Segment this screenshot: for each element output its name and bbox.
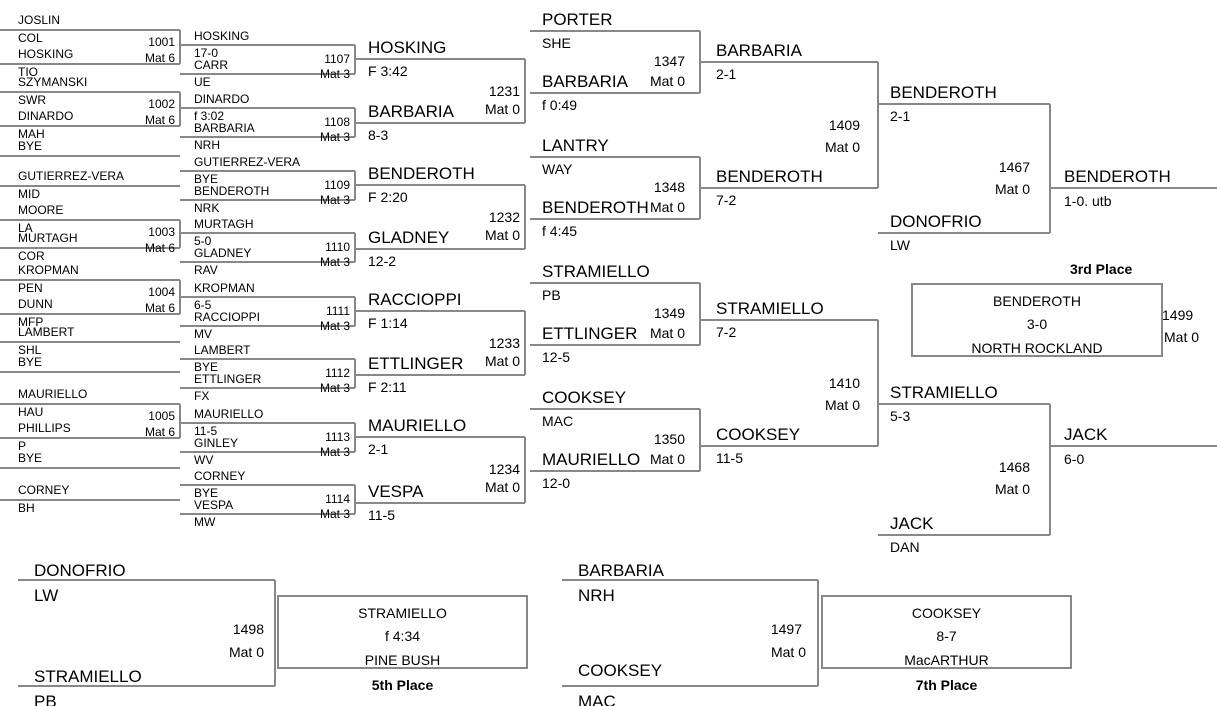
round4-wrestler-name: PORTER — [542, 10, 613, 29]
round2-bout-number: 1112 — [325, 366, 350, 380]
round2-wrestler-name: VESPA — [194, 498, 234, 512]
fifth-place-top-team: LW — [34, 586, 59, 605]
round1-wrestler-team: MFP — [18, 315, 44, 329]
round5-result: 7-2 — [716, 324, 737, 340]
round2-wrestler-name: KROPMAN — [194, 281, 255, 295]
fifth-place-score: f 4:34 — [384, 628, 421, 644]
round2-result: UE — [194, 75, 211, 89]
round1-wrestler-name: MAURIELLO — [18, 387, 88, 401]
fifth-place-team: PINE BUSH — [364, 652, 441, 668]
round4-wrestler-name: STRAMIELLO — [542, 262, 650, 281]
round4-result: PB — [542, 287, 561, 303]
round3-bout-number: 1232 — [488, 209, 520, 225]
round1-wrestler-team: BH — [18, 501, 35, 515]
round2-bout-mat: Mat 3 — [319, 319, 350, 333]
round2-wrestler-name: BENDEROTH — [194, 184, 270, 198]
round2-wrestler-name: MURTAGH — [194, 217, 254, 231]
round2-bout-mat: Mat 3 — [319, 255, 350, 269]
round2-wrestler-name: CARR — [194, 58, 229, 72]
round6-bout-number: 1468 — [998, 459, 1030, 475]
round4-bout-number: 1350 — [653, 431, 685, 447]
round1-wrestler-team: HAU — [18, 405, 44, 419]
round5-wrestler-name: BARBARIA — [716, 41, 802, 60]
round1-wrestler-name: LAMBERT — [18, 325, 75, 339]
third-place-heading: 3rd Place — [1070, 261, 1133, 277]
round4-bout-mat: Mat 0 — [649, 73, 685, 89]
round3-bout-mat: Mat 0 — [484, 479, 520, 495]
round6-bout-number: 1467 — [998, 159, 1030, 175]
round2-result: 6-5 — [194, 298, 212, 312]
round1-wrestler-team: P — [18, 439, 27, 453]
seventh-place-bottom-name: COOKSEY — [578, 661, 663, 680]
fifth-place-bout-number: 1498 — [232, 621, 264, 637]
round3-wrestler-name: HOSKING — [368, 38, 447, 57]
round2-bout-mat: Mat 3 — [319, 67, 350, 81]
round1-wrestler-name: DUNN — [18, 297, 53, 311]
round6-bout-mat: Mat 0 — [994, 181, 1030, 197]
round3-bout-mat: Mat 0 — [484, 101, 520, 117]
round4-bout-mat: Mat 0 — [649, 325, 685, 341]
round2-result: WV — [194, 453, 214, 467]
fifth-place-bout-mat: Mat 0 — [228, 644, 264, 660]
round2-bout-mat: Mat 3 — [319, 130, 350, 144]
round6-bout-mat: Mat 0 — [994, 481, 1030, 497]
round2-wrestler-name: ETTLINGER — [194, 372, 262, 386]
third-place-bout-mat: Mat 0 — [1164, 329, 1200, 345]
round1-wrestler-team: LA — [18, 221, 33, 235]
round1-wrestler-team: SHL — [18, 343, 42, 357]
round2-bout-number: 1110 — [325, 240, 350, 254]
round2-bout-mat: Mat 3 — [319, 507, 350, 521]
round2-wrestler-name: RACCIOPPI — [194, 310, 261, 324]
round1-wrestler-name: GUTIERREZ-VERA — [18, 169, 125, 183]
round1-wrestler-name: BYE — [18, 139, 43, 153]
round1-wrestler-team: MAH — [18, 127, 45, 141]
round4-wrestler-name: LANTRY — [542, 136, 609, 155]
round2-result: 17-0 — [194, 46, 219, 60]
round2-result: BYE — [194, 486, 219, 500]
round3-result: F 3:42 — [368, 63, 408, 79]
fifth-place-winner: STRAMIELLO — [358, 605, 447, 621]
round6-wrestler-name: JACK — [890, 514, 934, 533]
round2-result: NRH — [194, 138, 220, 152]
round3-bout-number: 1234 — [488, 461, 520, 477]
round4-wrestler-name: BARBARIA — [542, 72, 628, 91]
round2-wrestler-name: GINLEY — [194, 436, 239, 450]
round6-result: 2-1 — [890, 108, 911, 124]
round2-bout-number: 1114 — [325, 492, 350, 506]
round1-bout-mat: Mat 6 — [144, 113, 175, 127]
round3-bout-mat: Mat 0 — [484, 227, 520, 243]
round3-result: 8-3 — [368, 127, 389, 143]
round5-bout-mat: Mat 0 — [824, 397, 860, 413]
round4-bout-mat: Mat 0 — [649, 199, 685, 215]
round5-wrestler-name: COOKSEY — [716, 425, 801, 444]
round3-bout-number: 1233 — [488, 335, 520, 351]
round4-result: 12-5 — [542, 349, 571, 365]
round2-result: 11-5 — [194, 424, 218, 438]
fifth-place-bottom-team: PB — [34, 692, 57, 706]
round5-result: 2-1 — [716, 66, 737, 82]
round1-wrestler-name: BYE — [18, 355, 43, 369]
round3-wrestler-name: BENDEROTH — [368, 164, 475, 183]
round2-bout-number: 1113 — [325, 430, 350, 444]
round4-result: SHE — [542, 35, 571, 51]
seventh-place-team: MacARTHUR — [904, 652, 989, 668]
round4-wrestler-name: MAURIELLO — [542, 450, 641, 469]
round1-bout-mat: Mat 6 — [144, 425, 175, 439]
round4-bout-number: 1348 — [653, 179, 685, 195]
round4-bout-number: 1347 — [653, 53, 685, 69]
final-wrestler-name: BENDEROTH — [1064, 167, 1171, 186]
round3-wrestler-name: ETTLINGER — [368, 354, 464, 373]
round2-bout-number: 1108 — [324, 115, 350, 129]
round1-wrestler-name: PHILLIPS — [18, 421, 71, 435]
round3-result: 11-5 — [368, 507, 395, 523]
seventh-place-winner: COOKSEY — [911, 605, 982, 621]
third-place-winner: BENDEROTH — [993, 293, 1081, 309]
round1-wrestler-name: MOORE — [18, 203, 64, 217]
round1-bout-mat: Mat 6 — [144, 51, 175, 65]
final-wrestler-name: JACK — [1064, 425, 1108, 444]
seventh-place-score: 8-7 — [936, 628, 957, 644]
final-result: 1-0. utb — [1064, 193, 1112, 209]
round2-wrestler-name: MAURIELLO — [194, 407, 264, 421]
round4-result: f 0:49 — [542, 97, 578, 113]
round6-result: 5-3 — [890, 408, 911, 424]
round1-wrestler-name: SZYMANSKI — [18, 75, 88, 89]
round6-wrestler-name: STRAMIELLO — [890, 383, 998, 402]
round1-wrestler-name: BYE — [18, 451, 43, 465]
round3-bout-number: 1231 — [488, 83, 520, 99]
round1-wrestler-team: COR — [18, 249, 45, 263]
third-place-score: 3-0 — [1026, 316, 1048, 332]
round2-result: FX — [194, 389, 210, 403]
round1-bout-mat: Mat 6 — [144, 241, 175, 255]
round4-wrestler-name: BENDEROTH — [542, 198, 649, 217]
round2-result: f 3:02 — [194, 109, 225, 123]
seventh-place-bout-mat: Mat 0 — [770, 644, 806, 660]
round2-bout-mat: Mat 3 — [319, 193, 350, 207]
round3-wrestler-name: RACCIOPPI — [368, 290, 462, 309]
round3-result: F 2:11 — [368, 379, 407, 395]
round4-result: f 4:45 — [542, 223, 578, 239]
round2-wrestler-name: BARBARIA — [194, 121, 255, 135]
third-place-bout-number: 1499 — [1162, 307, 1194, 323]
round2-bout-number: 1109 — [324, 178, 350, 192]
round2-wrestler-name: HOSKING — [194, 29, 250, 43]
round3-result: F 2:20 — [368, 189, 408, 205]
round4-result: WAY — [542, 161, 573, 177]
round1-bout-number: 1005 — [148, 409, 175, 423]
round4-bout-mat: Mat 0 — [649, 451, 685, 467]
round2-result: BYE — [194, 360, 219, 374]
round5-bout-number: 1410 — [828, 375, 860, 391]
round1-bout-mat: Mat 6 — [144, 301, 175, 315]
round3-wrestler-name: BARBARIA — [368, 102, 454, 121]
round1-wrestler-team: COL — [18, 31, 43, 45]
round3-result: 2-1 — [368, 441, 389, 457]
round2-result: NRK — [194, 201, 220, 215]
seventh-place-top-name: BARBARIA — [578, 561, 664, 580]
round2-bout-number: 1107 — [324, 52, 350, 66]
round2-wrestler-name: GUTIERREZ-VERA — [194, 155, 301, 169]
round4-bout-number: 1349 — [653, 305, 685, 321]
round6-wrestler-name: DONOFRIO — [890, 212, 982, 231]
round2-result: MV — [194, 327, 212, 341]
round2-wrestler-name: GLADNEY — [194, 246, 252, 260]
round2-result: 5-0 — [194, 234, 212, 248]
round1-bout-number: 1002 — [148, 97, 175, 111]
round1-wrestler-team: SWR — [18, 93, 46, 107]
round3-result: F 1:14 — [368, 315, 408, 331]
round5-result: 7-2 — [716, 192, 737, 208]
round2-bout-number: 1111 — [325, 304, 350, 318]
round3-bout-mat: Mat 0 — [484, 353, 520, 369]
round1-wrestler-name: JOSLIN — [18, 13, 61, 27]
seventh-place-bottom-team: MAC — [578, 692, 616, 706]
round1-wrestler-name: HOSKING — [18, 47, 74, 61]
round1-wrestler-name: CORNEY — [18, 483, 70, 497]
seventh-place-heading: 7th Place — [915, 677, 978, 693]
round3-wrestler-name: VESPA — [368, 482, 424, 501]
round2-result: MW — [194, 515, 216, 529]
round1-bout-number: 1001 — [148, 35, 175, 49]
round1-bout-number: 1004 — [148, 285, 175, 299]
seventh-place-bout-number: 1497 — [770, 621, 802, 637]
fifth-place-heading: 5th Place — [371, 677, 434, 693]
round2-bout-mat: Mat 3 — [319, 445, 350, 459]
round1-wrestler-name: DINARDO — [18, 109, 74, 123]
fifth-place-bottom-name: STRAMIELLO — [34, 667, 142, 686]
round4-wrestler-name: COOKSEY — [542, 388, 627, 407]
round2-wrestler-name: DINARDO — [194, 92, 250, 106]
round6-result: LW — [890, 237, 910, 253]
round1-bout-number: 1003 — [148, 225, 175, 239]
seventh-place-top-team: NRH — [578, 586, 615, 605]
round1-wrestler-name: MURTAGH — [18, 231, 78, 245]
round1-wrestler-team: PEN — [18, 281, 43, 295]
round2-result: BYE — [194, 172, 219, 186]
round5-wrestler-name: STRAMIELLO — [716, 299, 824, 318]
round4-wrestler-name: ETTLINGER — [542, 324, 638, 343]
round6-wrestler-name: BENDEROTH — [890, 83, 997, 102]
round5-bout-number: 1409 — [828, 117, 860, 133]
third-place-team: NORTH ROCKLAND — [971, 340, 1103, 356]
round2-result: RAV — [194, 263, 218, 277]
round5-bout-mat: Mat 0 — [824, 139, 860, 155]
round3-result: 12-2 — [368, 253, 397, 269]
round2-wrestler-name: LAMBERT — [194, 343, 251, 357]
round4-result: 12-0 — [542, 475, 571, 491]
round1-wrestler-team: MID — [18, 187, 40, 201]
final-result: 6-0 — [1064, 451, 1085, 467]
round5-wrestler-name: BENDEROTH — [716, 167, 823, 186]
round6-result: DAN — [890, 539, 920, 555]
fifth-place-top-name: DONOFRIO — [34, 561, 126, 580]
round2-wrestler-name: CORNEY — [194, 469, 246, 483]
round3-wrestler-name: MAURIELLO — [368, 416, 467, 435]
round3-wrestler-name: GLADNEY — [368, 228, 450, 247]
round1-wrestler-team: TIO — [18, 65, 38, 79]
round5-result: 11-5 — [716, 450, 743, 466]
round4-result: MAC — [542, 413, 574, 429]
round2-bout-mat: Mat 3 — [319, 381, 350, 395]
round1-wrestler-name: KROPMAN — [18, 263, 79, 277]
